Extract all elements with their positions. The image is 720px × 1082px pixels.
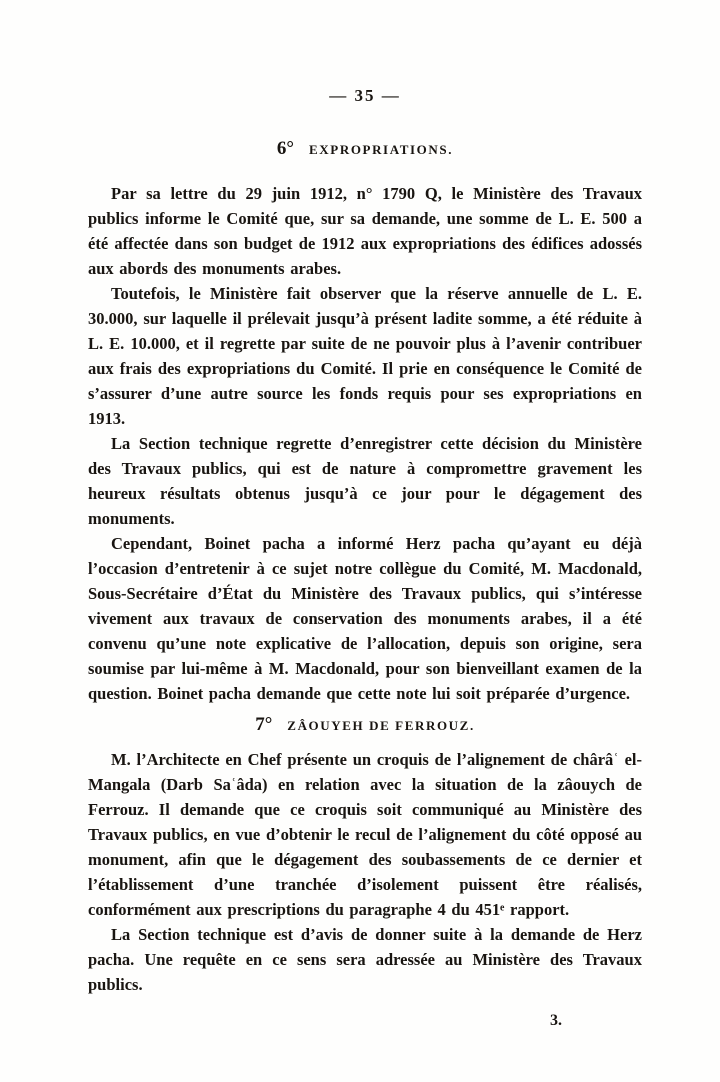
section-7-title: ZÂOUYEH DE FERROUZ. bbox=[287, 718, 475, 733]
paragraph: La Section technique est d’avis de donner suite à la demande de Herz pacha. Une requête en ce sens sera adressée au Ministère des Travaux publics. bbox=[88, 925, 642, 994]
printer-signature-mark: 3. bbox=[550, 1012, 562, 1029]
paragraph: M. l’Architecte en Chef présente un croquis de l’alignement de chârâʿ el-Mangala (Darb Saʿâda) en relation avec la situation de la zâouych de Ferrouz. Il demande que ce croquis soit communiqué au Ministère des Travaux publics, en vue d’obtenir le recul de l’alignement du côté opposé au monument, afin que le dégagement des soubassements de ce dernier et l’établissement d’une tranchée d’isolement puissent être réalisés, conformément aux prescriptions du paragraphe 4 du 451ᵉ rapport. bbox=[88, 750, 642, 919]
section-expropriations bbox=[88, 136, 642, 706]
section-6-number: 6° bbox=[276, 138, 295, 159]
paragraph: Cependant, Boinet pacha a informé Herz pacha qu’ayant eu déjà l’occasion d’entretenir à ce sujet notre collègue du Comité, M. Macdonald, Sous-Secrétaire d’État du Ministère des Travaux publics, qui s’intéresse vivement aux travaux de conservation des monuments arabes, il a été convenu qu’une note explicative de l’allocation, depuis son origine, sera soumise par lui-même à M. Macdonald, pour son bienveillant examen de la question. Boinet pacha demande que cette note lui soit préparée d’urgence. bbox=[88, 534, 642, 703]
section-zaouyeh-de-ferrouz bbox=[88, 712, 642, 997]
paragraph: Toutefois, le Ministère fait observer que la réserve annuelle de L. E. 30.000, sur laquelle il prélevait jusqu’à présent ladite somme, a été réduite à L. E. 10.000, et il regrette par suite de ne pouvoir plus à l’avenir contribuer aux frais des expropriations du Comité. Il prie en conséquence le Comité de s’assurer d’une autre source les fonds requis pour ses expropriations en 1913. bbox=[88, 284, 642, 428]
paragraph: La Section technique regrette d’enregistrer cette décision du Ministère des Travaux publics, qui est de nature à compromettre gravement les heureux résultats obtenus jusqu’à ce jour pour le dégagement des monuments. bbox=[88, 434, 642, 528]
paragraph: Par sa lettre du 29 juin 1912, n° 1790 Q, le Ministère des Travaux publics informe le Comité que, sur sa demande, une somme de L. E. 500 a été affectée dans son budget de 1912 aux expropriations des édifices adossés aux abords des monuments arabes. bbox=[88, 184, 642, 278]
text-block bbox=[88, 86, 642, 1031]
section-6-heading bbox=[88, 136, 642, 161]
section-7-heading bbox=[88, 712, 642, 737]
section-7-number: 7° bbox=[255, 714, 273, 735]
section-6-title: EXPROPRIATIONS. bbox=[309, 142, 454, 157]
page-number: — 35 — bbox=[329, 86, 401, 105]
